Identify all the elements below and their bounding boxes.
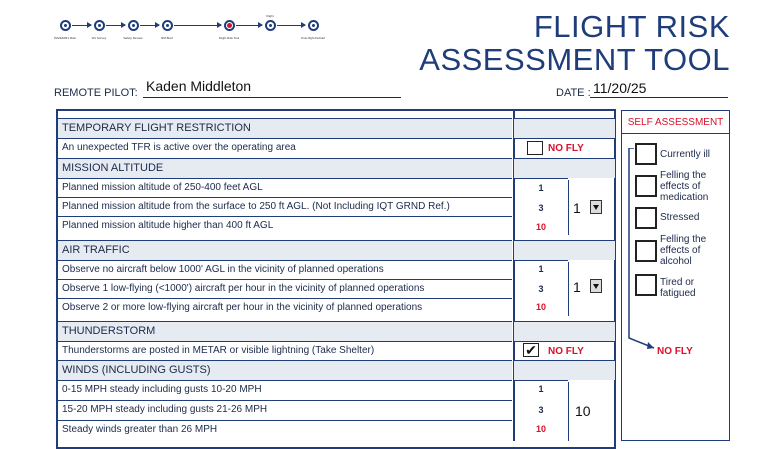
sa-label: Currently ill [660, 149, 711, 160]
altitude-select-value[interactable]: 1 [573, 200, 581, 216]
tfr-nofly-label: NO FLY [548, 143, 584, 154]
traffic-item: Observe 1 low-flying (<1000') aircraft per hour in the vicinity of planned operations [58, 279, 512, 298]
section-winds-score-header [514, 360, 615, 380]
winds-item: 15-20 MPH steady including gusts 21-26 MPH [58, 400, 512, 420]
thunder-item: Thunderstorms are posted in METAR or visible lightning (Take Shelter) [58, 341, 512, 360]
traffic-dropdown-arrow[interactable] [590, 279, 602, 293]
pilot-name-field[interactable]: Kaden Middleton [146, 78, 252, 94]
sa-label: Stressed [660, 212, 700, 223]
pilot-label: REMOTE PILOT: [54, 87, 138, 99]
section-altitude-score-header [514, 158, 615, 178]
date-label: DATE : [556, 87, 591, 99]
section-altitude-title: MISSION ALTITUDE [58, 158, 512, 178]
traffic-item: Observe 2 or more low-flying aircraft per hour in the vicinity of planned operations [58, 298, 512, 316]
section-thunder-title: THUNDERSTORM [58, 321, 512, 341]
progress-step-6 [265, 20, 276, 31]
traffic-select-value[interactable]: 1 [573, 279, 581, 295]
altitude-select-divider [568, 180, 569, 235]
winds-item: Steady winds greater than 26 MPH [58, 420, 512, 441]
altitude-points: 10 [535, 222, 546, 232]
progress-step-label: Post-flight Debrief [301, 36, 325, 40]
progress-step-label: Safety Review [123, 36, 143, 40]
progress-arrow [236, 25, 262, 26]
altitude-dropdown-arrow[interactable] [590, 200, 602, 214]
altitude-points: 3 [538, 203, 544, 213]
thunder-checkbox[interactable]: ✔ [523, 343, 539, 357]
altitude-item: Planned mission altitude from the surface to 250 ft AGL. (Not Including IQT GRND Ref.) [58, 197, 512, 216]
date-field[interactable]: 11/20/25 [593, 80, 647, 96]
progress-arrow [277, 25, 305, 26]
section-traffic-title: AIR TRAFFIC [58, 240, 512, 260]
traffic-points: 3 [538, 284, 544, 294]
winds-points: 1 [538, 384, 544, 394]
sa-label: Felling the effects of medication [660, 170, 709, 203]
page-title-line-2: ASSESSMENT TOOL [419, 42, 730, 77]
progress-step-1 [60, 20, 71, 31]
progress-step-label: Wx Survey [91, 36, 107, 40]
winds-item: 0-15 MPH steady including gusts 10-20 MPH [58, 380, 512, 400]
section-winds-title: WINDS (INCLUDING GUSTS) [58, 360, 512, 380]
section-traffic-score-header [514, 240, 615, 260]
date-underline [590, 96, 728, 98]
progress-step-4 [162, 20, 173, 31]
progress-arrow [174, 25, 221, 26]
winds-select-divider [568, 382, 569, 441]
pilot-underline [143, 96, 401, 98]
self-assessment-title: SELF ASSESSMENT [627, 117, 724, 128]
progress-step-7 [308, 20, 319, 31]
progress-step-label: RM Brief [161, 36, 173, 40]
sa-label: Felling the effects of alcohol [660, 234, 707, 267]
traffic-points: 1 [538, 264, 544, 274]
traffic-item: Observe no aircraft below 1000' AGL in the vicinity of planned operations [58, 260, 512, 279]
sa-bracket-arrow [626, 148, 666, 358]
progress-arrow [72, 25, 91, 26]
progress-step-2 [94, 20, 105, 31]
progress-step-3 [128, 20, 139, 31]
traffic-points: 10 [535, 302, 546, 312]
section-tfr-title: TEMPORARY FLIGHT RESTRICTION [58, 118, 512, 138]
winds-points: 10 [535, 424, 546, 434]
progress-arrow [106, 25, 125, 26]
section-thunder-score-header [514, 321, 615, 341]
altitude-points: 1 [538, 183, 544, 193]
sa-nofly-label: NO FLY [657, 346, 693, 357]
traffic-select-divider [568, 262, 569, 316]
winds-points: 3 [538, 405, 544, 415]
tfr-item: An unexpected TFR is active over the operating area [58, 138, 512, 156]
progress-step-label: PAVE/RM's Risk [54, 36, 76, 40]
section-tfr-score-header [514, 118, 615, 138]
progress-step-5 [224, 20, 235, 31]
progress-arrow [140, 25, 159, 26]
tfr-checkbox[interactable] [527, 141, 543, 155]
winds-select-value[interactable]: 10 [575, 403, 591, 419]
self-assessment-divider [621, 133, 730, 134]
thunder-nofly-label: NO FLY [548, 346, 584, 357]
progress-step-label: Flight [266, 14, 274, 18]
altitude-item: Planned mission altitude of 250-400 feet AGL [58, 178, 512, 197]
sa-label: Tired or fatigued [660, 277, 696, 299]
progress-step-label: Flight Risk Tool [218, 36, 240, 40]
page-title-line-1: FLIGHT RISK [533, 9, 730, 44]
altitude-item: Planned mission altitude higher than 400 ft AGL [58, 216, 512, 235]
